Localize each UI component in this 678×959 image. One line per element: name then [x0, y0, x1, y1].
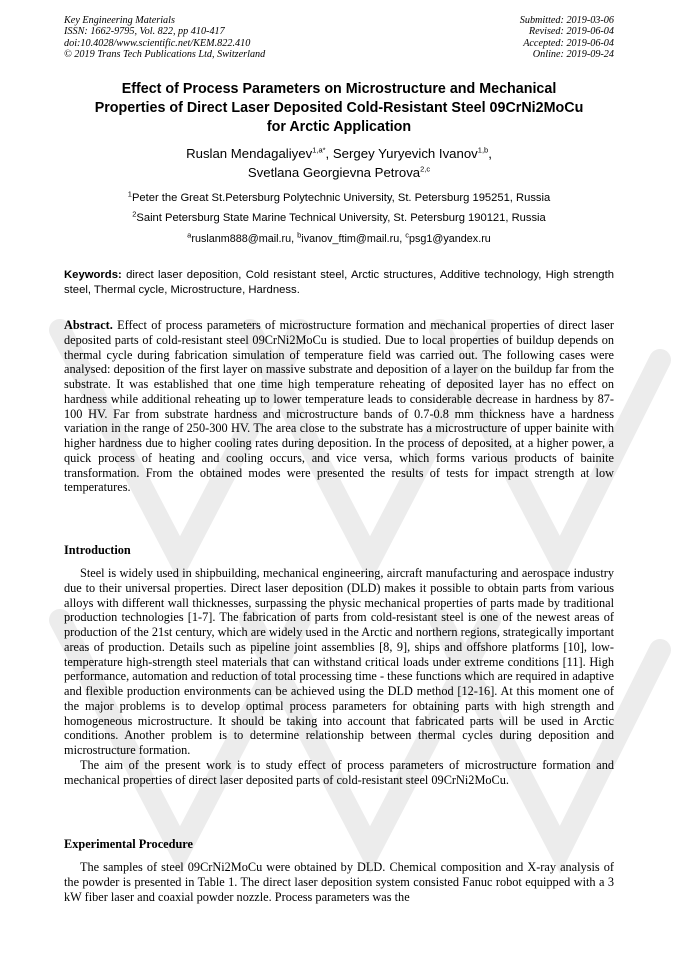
- title-line-3: for Arctic Application: [266, 119, 412, 135]
- journal-meta: [64, 15, 265, 61]
- keywords-label: Keywords:: [64, 269, 122, 281]
- title-line-1: Effect of Process Parameters on Microstructure and Mechanical: [121, 81, 557, 97]
- author-emails: [64, 230, 614, 246]
- author-1-name: Ruslan Mendagaliyev: [186, 146, 313, 161]
- affiliation-1: [64, 189, 614, 205]
- introduction-paragraph-1: Steel is widely used in shipbuilding, mechanical engineering, aircraft manufacturing and aerospace industry due to their universal properties. Direct laser deposition (DLD) makes it possible to obtain parts from various alloys with different wall thicknesses, surpassing the physic mechanical properties of parts made by traditional production technologies [1-7]. The fabrication of parts from cold-resistant steel is one of the newest areas of production of the 21st century, which are widely used in the Arctic and northern regions, strategically important areas of production. Details such as pipeline joint assemblies [8, 9], ships and offshore platforms [10], low-temperature high-strength steel materials that can withstand critical loads under extreme conditions [11]. High performance, automation and reduction of total processing time - these functions which are required in adaptive and flexible production environments can be achieved using the DLD method [12-16]. At this moment one of the major problems is to develop optimal process parameters for obtaining parts with high strength and homogeneous microstructure. It should be taking into account that fabricated parts will be used in Arctic conditions. Another problem is to determine relationship between thermal cycles during deposition and microstructure formation.: [64, 566, 614, 757]
- email-a[interactable]: ruslanm888@mail.ru,: [191, 233, 298, 245]
- date-submitted: Submitted: 2019-03-06: [519, 15, 614, 26]
- author-1-sup: 1,a*: [312, 145, 326, 155]
- experimental-body: [64, 860, 614, 904]
- introduction-body: [64, 566, 614, 787]
- introduction-heading: Introduction: [64, 543, 131, 557]
- affiliation-2-text: Saint Petersburg State Marine Technical University, St. Petersburg 190121, Russia: [136, 212, 546, 224]
- article-dates: [520, 15, 614, 61]
- date-revised: Revised: 2019-06-04: [528, 26, 614, 38]
- author-list: Ruslan Mendagaliyev$^{1,a*}$, Sergey Yuryevich Ivanov$^{1,b}$, Svetlana Georgievna Petrova$^{2,c}$: [186, 145, 492, 180]
- email-c-sup: c: [405, 230, 410, 240]
- title-line-2: Properties of Direct Laser Deposited Cold-Resistant Steel 09CrNi2MoCu: [94, 100, 584, 116]
- email-c[interactable]: psg1@yandex.ru: [409, 233, 491, 245]
- experimental-heading: Experimental Procedure: [64, 837, 193, 851]
- keywords-text: direct laser deposition, Cold resistant steel, Arctic structures, Additive technology, High strength steel, Thermal cycle, Microstructure, Hardness.: [64, 269, 614, 296]
- affiliation-1-text: Peter the Great St.Petersburg Polytechnic University, St. Petersburg 195251, Russia: [131, 192, 551, 204]
- keywords: [64, 268, 614, 297]
- journal-doi[interactable]: doi:10.4028/www.scientific.net/KEM.822.410: [64, 37, 251, 49]
- experimental-paragraph-1: The samples of steel 09CrNi2MoCu were obtained by DLD. Chemical composition and X-ray analysis of the powder is presented in Table 1. The direct laser deposition system consisted Fanuc robot equipped with a 3 kW fiber laser and coaxial powder nozzle. Process parameters was the: [64, 860, 614, 904]
- author-2-name: Sergey Yuryevich Ivanov: [332, 146, 478, 161]
- author-3-name: Svetlana Georgievna Petrova: [247, 165, 421, 180]
- date-online: Online: 2019-09-24: [532, 49, 614, 61]
- affiliation-2: [64, 209, 614, 225]
- paper-title: [64, 80, 614, 137]
- abstract-label: Abstract.: [64, 318, 113, 332]
- affiliation-2-sup: 2: [132, 209, 137, 219]
- email-b[interactable]: ivanov_ftim@mail.ru,: [301, 233, 406, 245]
- author-2-sup: 1,b: [477, 145, 489, 155]
- date-accepted: Accepted: 2019-06-04: [523, 37, 614, 49]
- journal-issn: ISSN: 1662-9795, Vol. 822, pp 410-417: [64, 26, 225, 38]
- abstract: [64, 318, 614, 495]
- affiliation-1-sup: 1: [127, 189, 132, 199]
- email-b-sup: b: [297, 230, 302, 240]
- journal-name: Key Engineering Materials: [64, 15, 175, 26]
- email-a-sup: a: [187, 230, 192, 240]
- introduction-paragraph-2: The aim of the present work is to study effect of process parameters of microstructure formation and mechanical properties of direct laser deposited parts of cold-resistant steel 09CrNi2MoCu.: [64, 757, 614, 787]
- journal-copyright: © 2019 Trans Tech Publications Ltd, Switzerland: [64, 49, 266, 61]
- author-3-sup: 2,c: [420, 164, 431, 174]
- abstract-text: Effect of process parameters of microstructure formation and mechanical properties of direct laser deposited parts of cold-resistant steel 09CrNi2MoCu is studied. Due to local properties of buildup depends on thermal cycle during fabrication simulation of temperature field was carried out. The following cases were analysed: deposition of the first layer on massive substrate and deposition of a layer on the buildup far from the substrate. It was established that one time high temperature reheating of deposited layer has no effect on hardness while additional reheating up to lower temperature leads to considerable decrease in hardness by 87-100 HV. Far from substrate hardness and microstructure bands of 0.7-0.8 mm thickness have a hardness variation in the range of 250-300 HV. The area close to the substrate has a microstructure of upper bainite with higher hardness due to higher cooling rates during deposition. In the process of deposited, at a higher power, a quick process of heating and cooling occurs, and vice versa, which forms various products of bainite transformation. From the obtained modes were presented the results of tests for impact strength at low temperatures.: [64, 318, 614, 495]
